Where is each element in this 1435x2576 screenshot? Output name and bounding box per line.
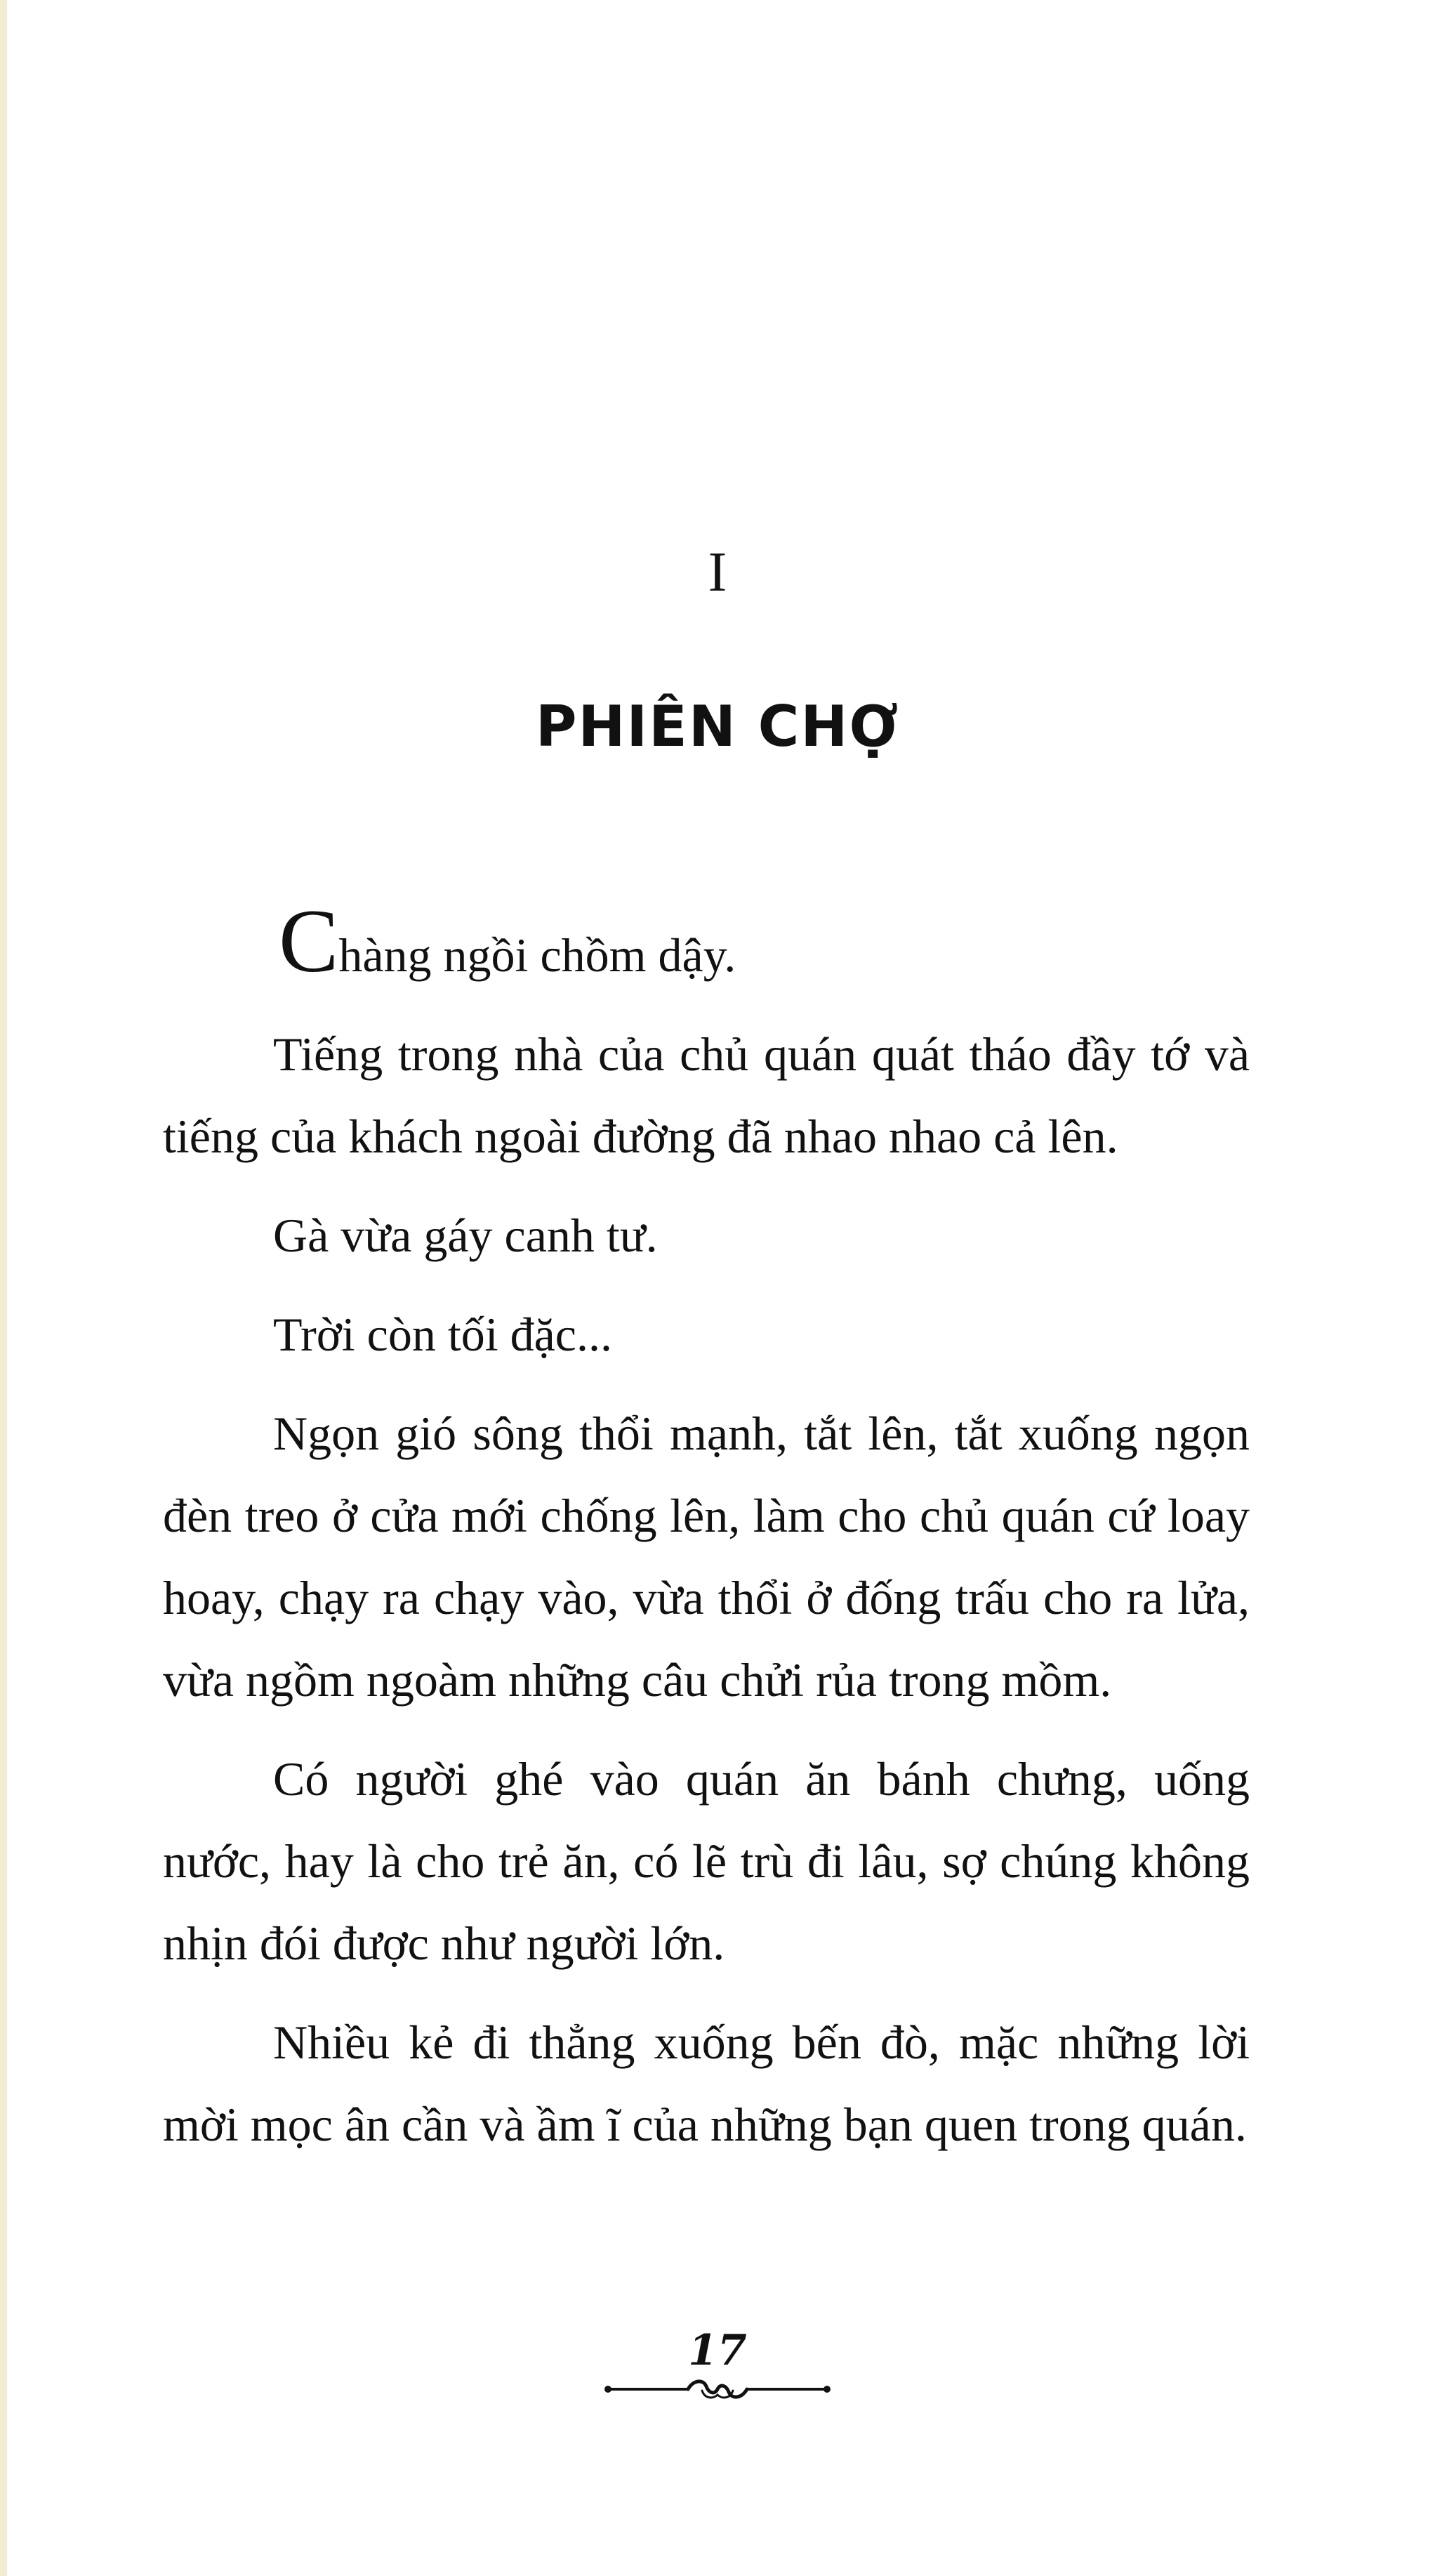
paragraph-text: Ngọn gió sông thổi mạnh, tắt lên, tắt xuống ngọn đèn treo ở cửa mới chống lên, làm cho chủ quán cứ loay hoay, chạy ra chạy vào, vừa thổi ở đống trấu cho ra lửa, vừa ngồm ngoàm những câu chửi rủa trong mồm. <box>163 1407 1250 1707</box>
page-number: 17 <box>688 2326 747 2375</box>
paragraph-text: Có người ghé vào quán ăn bánh chưng, uống nước, hay là cho trẻ ăn, có lẽ trù đi lâu, sợ chúng không nhịn đói được như người lớn. <box>163 1752 1250 1970</box>
paragraph <box>163 1738 1250 1985</box>
paragraph-text: Nhiều kẻ đi thẳng xuống bến đò, mặc những lời mời mọc ân cần và ầm ĩ của những bạn quen trong quán. <box>163 2016 1250 2151</box>
paragraph <box>163 1013 1250 1178</box>
paragraph <box>163 891 1250 997</box>
drop-cap: C <box>279 891 339 991</box>
paragraph-text: Trời còn tối đặc... <box>273 1308 612 1361</box>
page-edge <box>0 0 7 2576</box>
paragraph-text: hàng ngồi chồm dậy. <box>338 928 736 982</box>
paragraph <box>163 1294 1250 1376</box>
paragraph <box>163 1195 1250 1277</box>
paragraph <box>163 1393 1250 1721</box>
chapter-number: I <box>708 541 727 603</box>
paragraph-text: Tiếng trong nhà của chủ quán quát tháo đầy tớ và tiếng của khách ngoài đường đã nhao nhao cả lên. <box>163 1027 1250 1163</box>
chapter-title: PHIÊN CHỢ <box>535 694 900 759</box>
body-text <box>163 891 1250 2166</box>
paragraph <box>163 2002 1250 2166</box>
scroll-ornament-icon <box>604 2375 831 2403</box>
paragraph-text: Gà vừa gáy canh tư. <box>273 1209 658 1262</box>
